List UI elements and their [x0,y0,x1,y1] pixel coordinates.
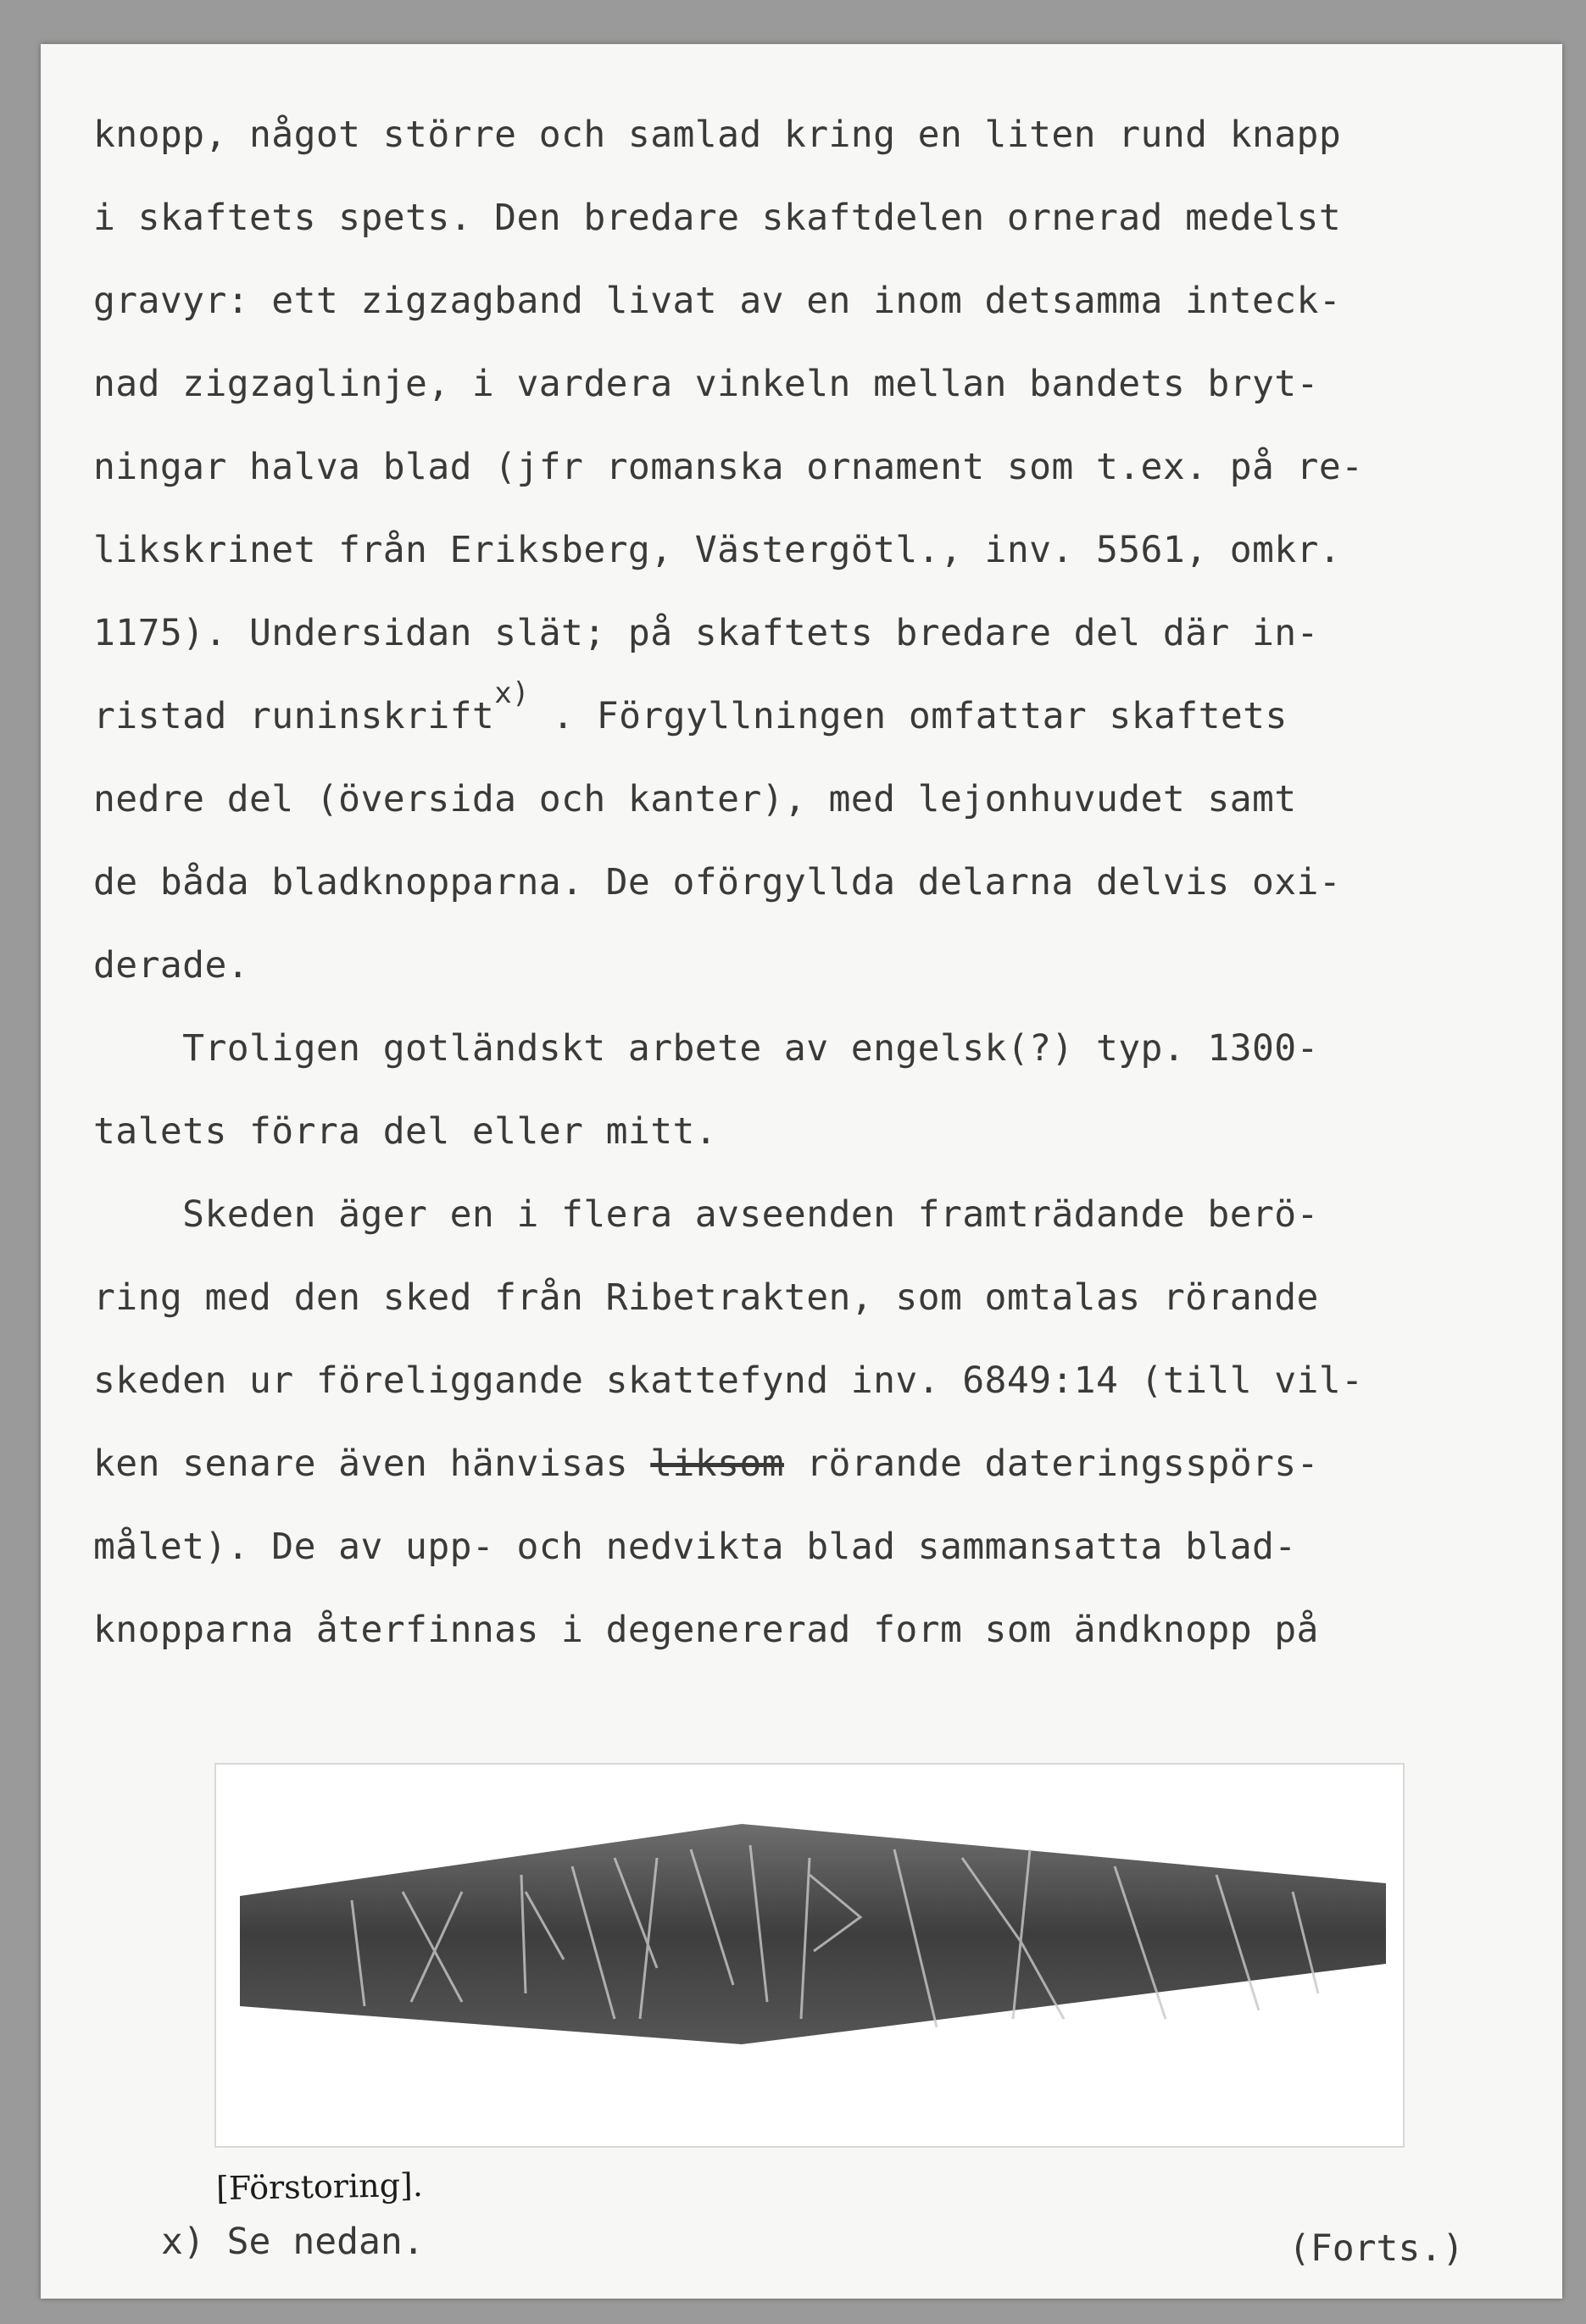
text-line-with-strikethrough [93,1422,1534,1505]
spoon-handle-image [216,1765,1403,2146]
text-segment: ristad runinskrift [93,695,495,737]
text-line: knopp, något större och samlad kring en liten rund knapp [93,114,1342,156]
text-line: i skaftets spets. Den bredare skaftdelen ornerad medelst [93,197,1342,239]
handwritten-annotation: [Förstoring]. [215,2166,424,2208]
text-line: derade. [93,944,250,987]
typed-text-block [93,93,1534,1671]
text-line: ningar halva blad (jfr romanska ornament som t.ex. på re- [93,446,1364,488]
text-line: 1175). Undersidan slät; på skaftets bredare del där in- [93,612,1319,654]
text-line: skeden ur föreliggande skattefynd inv. 6849:14 (till vil- [93,1359,1364,1402]
text-line: gravyr: ett zigzagband livat av en inom detsamma inteck- [93,280,1342,322]
text-segment: ken senare även hänvisas [93,1443,651,1485]
text-line: likskrinet från Eriksberg, Västergötl., inv. 5561, omkr. [93,529,1342,571]
text-line: talets förra del eller mitt. [93,1110,718,1153]
footnote-marker: x) [494,676,530,710]
text-line: Skeden äger en i flera avseenden framträdande berö- [93,1193,1319,1236]
handle-shape [240,1824,1386,2044]
text-segment: rörande dateringsspörs- [783,1443,1319,1485]
text-line-with-footnote [93,675,1534,758]
text-line: nedre del (översida och kanter), med lejonhuvudet samt [93,778,1297,820]
text-line: Troligen gotländskt arbete av engelsk(?) typ. 1300- [93,1027,1319,1070]
struck-word: liksom [650,1443,784,1485]
text-line: nad zigzaglinje, i vardera vinkeln mellan bandets bryt- [93,363,1319,405]
text-line: de båda bladknopparna. De oförgyllda delarna delvis oxi- [93,861,1342,903]
text-segment: . Förgyllningen omfattar skaftets [529,695,1288,737]
continued-marker: (Forts.) [1288,2227,1465,2270]
text-line: knopparna återfinnas i degenererad form som ändknopp på [93,1609,1319,1651]
footnote: x) Se nedan. [161,2221,425,2263]
text-line: ring med den sked från Ribetrakten, som omtalas rörande [93,1276,1319,1319]
runic-inscription-photo [214,1763,1405,2148]
text-line: målet). De av upp- och nedvikta blad sammansatta blad- [93,1526,1297,1568]
